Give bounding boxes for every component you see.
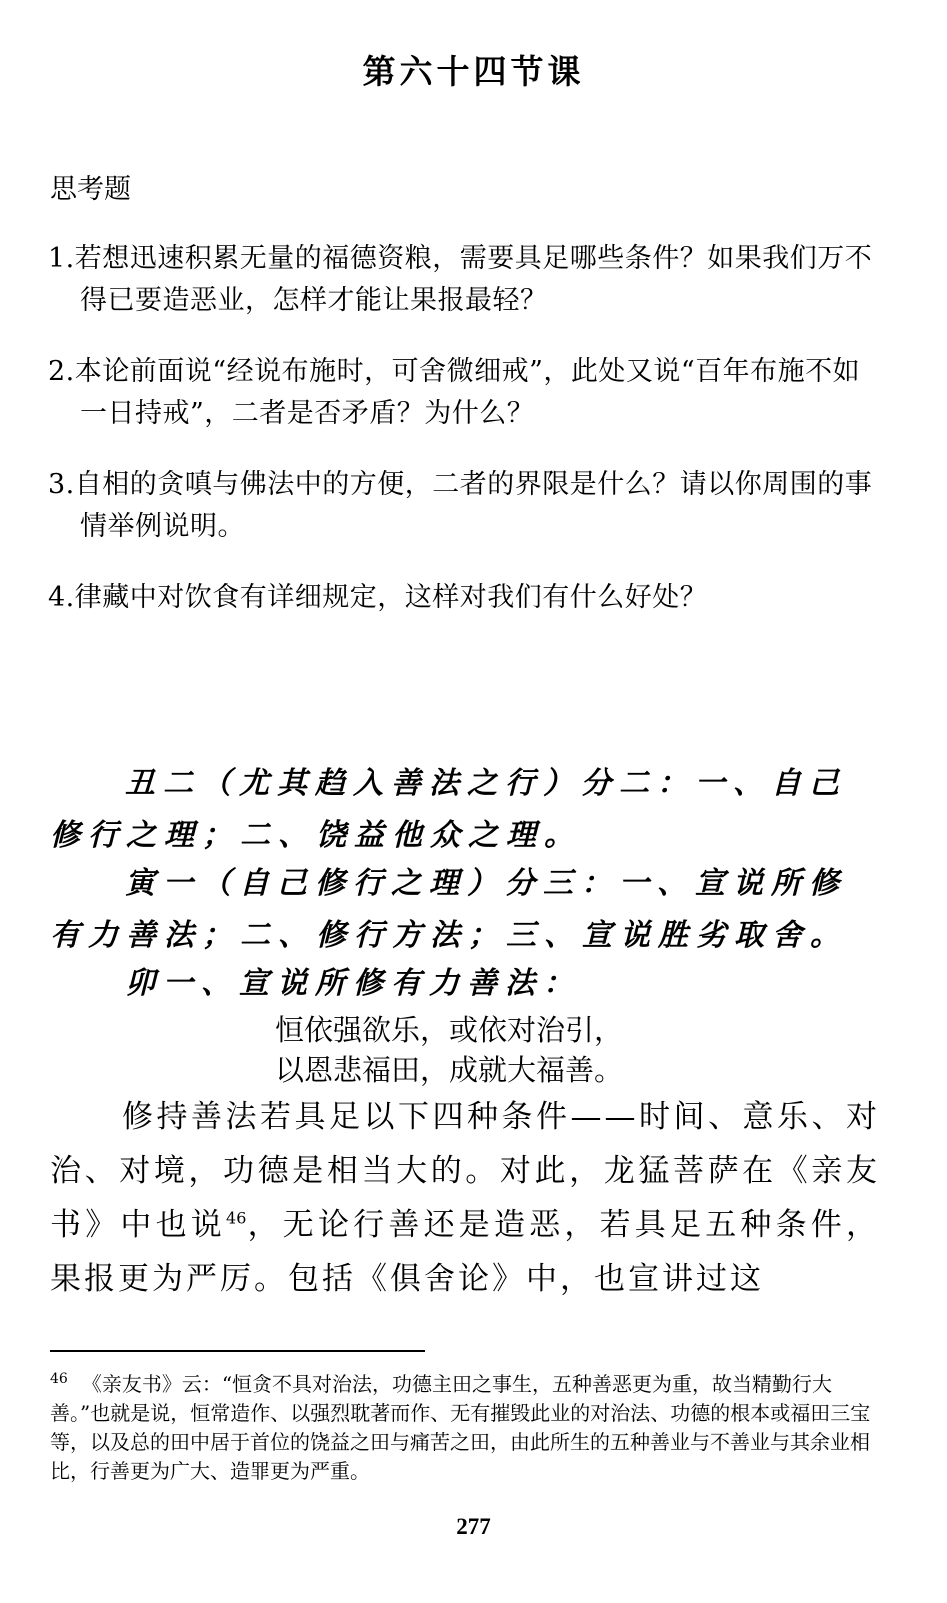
page-number: 277 [456,1514,491,1539]
body-text-part-2: ，无论行善还是造恶，若具足五种条件，果报更为严厉。包括《俱舍论》中，也宣讲过这 [50,1207,881,1297]
footnote-number: 46 [50,1371,68,1388]
thinking-questions-list [48,238,878,648]
outline-heading-mao1: 卯一、宣说所修有力善法： [125,966,581,1001]
question-item: 1.若想迅速积累无量的福德资粮，需要具足哪些条件？如果我们万不得已要造恶业，怎样才能让果报最轻？ [48,243,873,316]
question-item: 4.律藏中对饮食有详细规定，这样对我们有什么好处？ [48,582,708,613]
verse-line-1: 恒依强欲乐，或依对治引， [275,1013,624,1047]
body-text-part-1: 修持善法若具足以下四种条件——时间、意乐、对治、对境，功德是相当大的。对此，龙猛菩萨在《亲友书》中也说 [50,1099,880,1243]
footnote [50,1370,880,1486]
question-item: 3.自相的贪嗔与佛法中的方便，二者的界限是什么？请以你周围的事情举例说明。 [48,469,873,542]
footnote-divider [50,1350,425,1352]
verse-line-2: 以恩悲福田，成就大福善。 [275,1053,624,1087]
body-paragraph [50,1090,880,1306]
outline-heading-yin1: 寅一（自己修行之理）分三：一、宣说所修有力善法；二、修行方法；三、宣说胜劣取舍。 [50,866,848,953]
question-item: 2.本论前面说“经说布施时，可舍微细戒”，此处又说“百年布施不如一日持戒”，二者是否矛盾？为什么？ [48,356,861,429]
footnote-reference: 46 [226,1208,247,1228]
thinking-questions-heading: 思考题 [50,174,131,205]
footnote-text: 《亲友书》云：“恒贪不具对治法，功德主田之事生，五种善恶更为重，故当精勤行大善。”也就是说，恒常造作、以强烈耽著而作、无有摧毁此业的对治法、功德的根本或福田三宝等，以及总的田中居于首位的饶益之田与痛苦之田，由此所生的五种善业与不善业与其余业相比，行善更为广大、造罪更为严重。 [50,1372,871,1483]
page-title: 第六十四节课 [362,52,585,91]
outline-heading-chou2: 丑二（尤其趋入善法之行）分二：一、自己修行之理；二、饶益他众之理。 [50,766,847,853]
